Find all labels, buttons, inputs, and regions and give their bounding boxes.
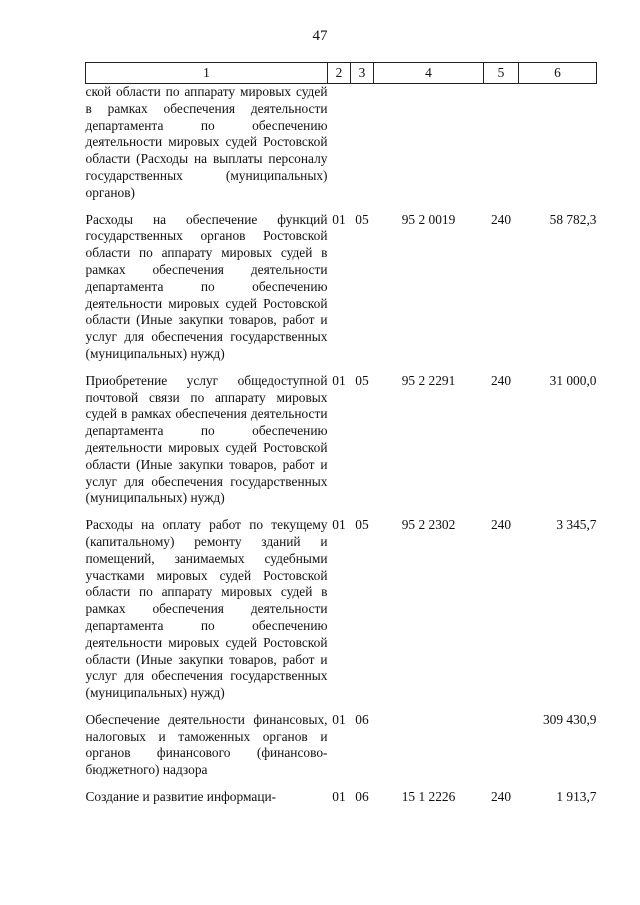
row-amount: 1 913,7 [556, 789, 597, 805]
row-name: Приобретение услуг общедоступной почтовой связи по аппарату мировых судей в рамках обеспечения деятельности департамента по обеспечению деятельности мировых судей Ростовской области (Иные закупки товаров, работ и услуг для обеспечения государственных (муниципальных) нужд) [85, 372, 328, 506]
row-section: 01 [332, 517, 346, 533]
row-expense-type: 240 [490, 211, 512, 227]
table-row [86, 517, 597, 702]
row-expense-type: 240 [490, 789, 512, 805]
row-section [328, 84, 351, 202]
row-target-code [374, 84, 484, 202]
table-row [86, 712, 597, 779]
row-expense-type [484, 712, 519, 779]
row-name: Расходы на обеспечение функций государственных органов Ростовской области по аппарату мировых судей в рамках обеспечения деятельности департамента по обеспечению деятельности мировых судей Ростовской области (Иные закупки товаров, работ и услуг для обеспечения государственных (муниципальных) нужд) [85, 211, 328, 361]
table-row [86, 789, 597, 806]
row-subsection: 05 [355, 517, 369, 533]
col-header-6: 6 [519, 63, 597, 84]
row-amount: 3 345,7 [556, 517, 597, 533]
header-row [86, 63, 597, 84]
row-subsection: 06 [355, 711, 369, 727]
col-header-3: 3 [351, 63, 374, 84]
row-subsection [351, 84, 374, 202]
row-section: 01 [332, 372, 346, 388]
row-amount: 58 782,3 [549, 211, 597, 227]
row-amount: 309 430,9 [542, 711, 597, 727]
row-name: Обеспечение деятельности финансовых, налоговых и таможенных органов и органов финансового (финансово-бюджетного) надзора [85, 711, 328, 778]
row-target-code [374, 712, 484, 779]
row-amount [519, 84, 597, 202]
row-target-code: 95 2 2291 [401, 372, 456, 388]
row-expense-type: 240 [490, 517, 512, 533]
row-name: Создание и развитие информаци- [85, 789, 277, 805]
row-amount: 31 000,0 [549, 372, 597, 388]
row-target-code: 95 2 0019 [401, 211, 456, 227]
row-expense-type: 240 [490, 372, 512, 388]
page-number: 47 [312, 28, 328, 44]
row-target-code: 15 1 2226 [401, 789, 456, 805]
table-row [86, 373, 597, 507]
row-target-code: 95 2 2302 [401, 517, 456, 533]
budget-table [85, 62, 597, 806]
col-header-5: 5 [484, 63, 519, 84]
row-name: ской области по аппарату мировых судей в рамках обеспечения деятельности департамента по обеспечению деятельности мировых судей Ростовской области (Расходы на выплаты персоналу государственных (муниципальных) органов) [85, 84, 328, 200]
row-subsection: 06 [355, 789, 369, 805]
row-subsection: 05 [355, 211, 369, 227]
table-row [86, 84, 597, 202]
row-section: 01 [332, 711, 346, 727]
col-header-1: 1 [86, 63, 328, 84]
row-section: 01 [332, 789, 346, 805]
row-section: 01 [332, 211, 346, 227]
row-expense-type [484, 84, 519, 202]
table-row [86, 212, 597, 363]
row-name: Расходы на оплату работ по текущему (капитальному) ремонту зданий и помещений, занимаемых судебными участками мировых судей Ростовской области по аппарату мировых судей в рамках обеспечения деятельности департамента по обеспечению деятельности мировых судей Ростовской области (Иные закупки товаров, работ и услуг для обеспечения государственных (муниципальных) нужд) [85, 517, 328, 701]
row-subsection: 05 [355, 372, 369, 388]
col-header-4: 4 [374, 63, 484, 84]
col-header-2: 2 [328, 63, 351, 84]
